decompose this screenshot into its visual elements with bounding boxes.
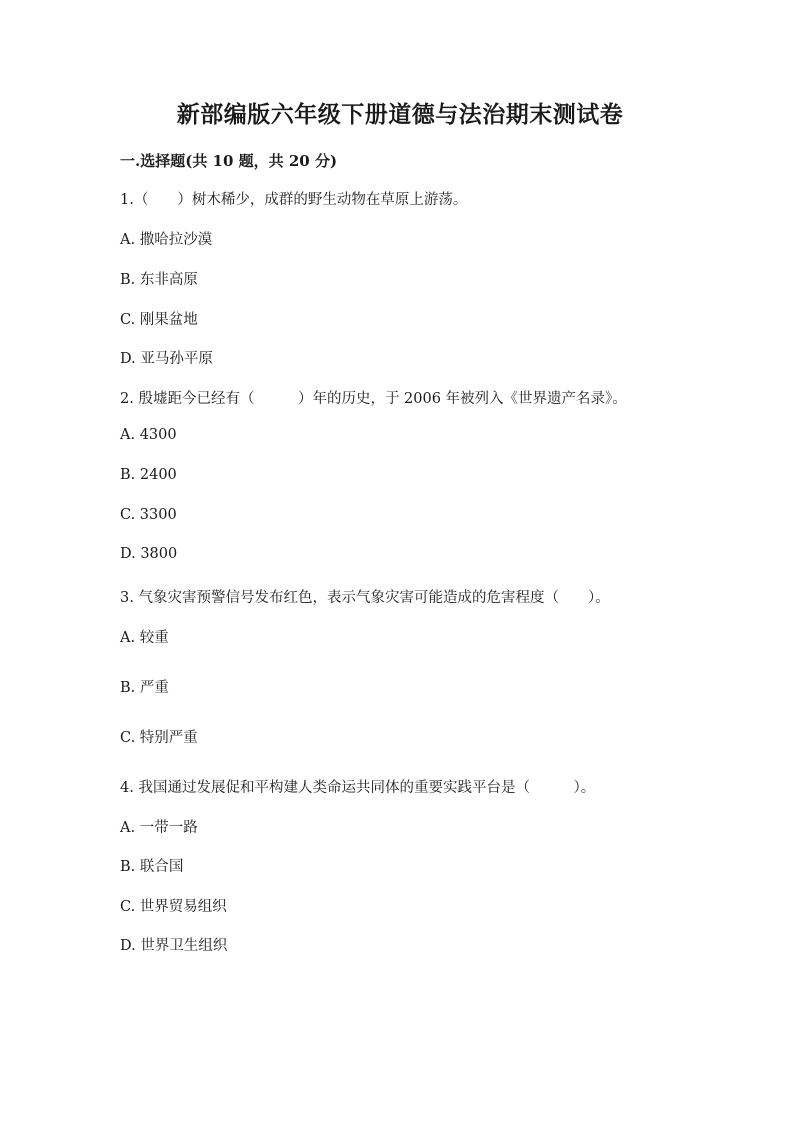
question-1-stem: 1.（ ）树木稀少，成群的野生动物在草原上游荡。 [120, 192, 468, 208]
page-title: 新部编版六年级下册道德与法治期末测试卷 [176, 101, 624, 128]
question-1-option-a: A. 撒哈拉沙漠 [120, 232, 213, 248]
question-1-option-d: D. 亚马孙平原 [120, 351, 213, 367]
question-3-option-b: B. 严重 [120, 680, 169, 696]
question-2-option-d: D. 3800 [120, 546, 178, 562]
question-4-option-b: B. 联合国 [120, 859, 184, 875]
question-2-option-a: A. 4300 [120, 427, 177, 443]
question-1-option-c: C. 刚果盆地 [120, 312, 198, 328]
question-3-stem: 3. 气象灾害预警信号发布红色，表示气象灾害可能造成的危害程度（ ）。 [120, 590, 610, 606]
question-2-stem: 2. 殷墟距今已经有（ ）年的历史，于 2006 年被列入《世界遗产名录》。 [120, 391, 627, 407]
section-heading: 一.选择题(共 10 题，共 20 分) [120, 152, 338, 170]
question-4-option-d: D. 世界卫生组织 [120, 938, 228, 954]
question-2-option-b: B. 2400 [120, 467, 177, 483]
question-1-option-b: B. 东非高原 [120, 272, 198, 288]
question-3-option-c: C. 特别严重 [120, 730, 198, 746]
question-3-option-a: A. 较重 [120, 630, 169, 646]
question-4-option-a: A. 一带一路 [120, 820, 198, 836]
question-4-stem: 4. 我国通过发展促和平构建人类命运共同体的重要实践平台是（ ）。 [120, 780, 596, 796]
question-4-option-c: C. 世界贸易组织 [120, 899, 227, 915]
question-2-option-c: C. 3300 [120, 507, 177, 523]
